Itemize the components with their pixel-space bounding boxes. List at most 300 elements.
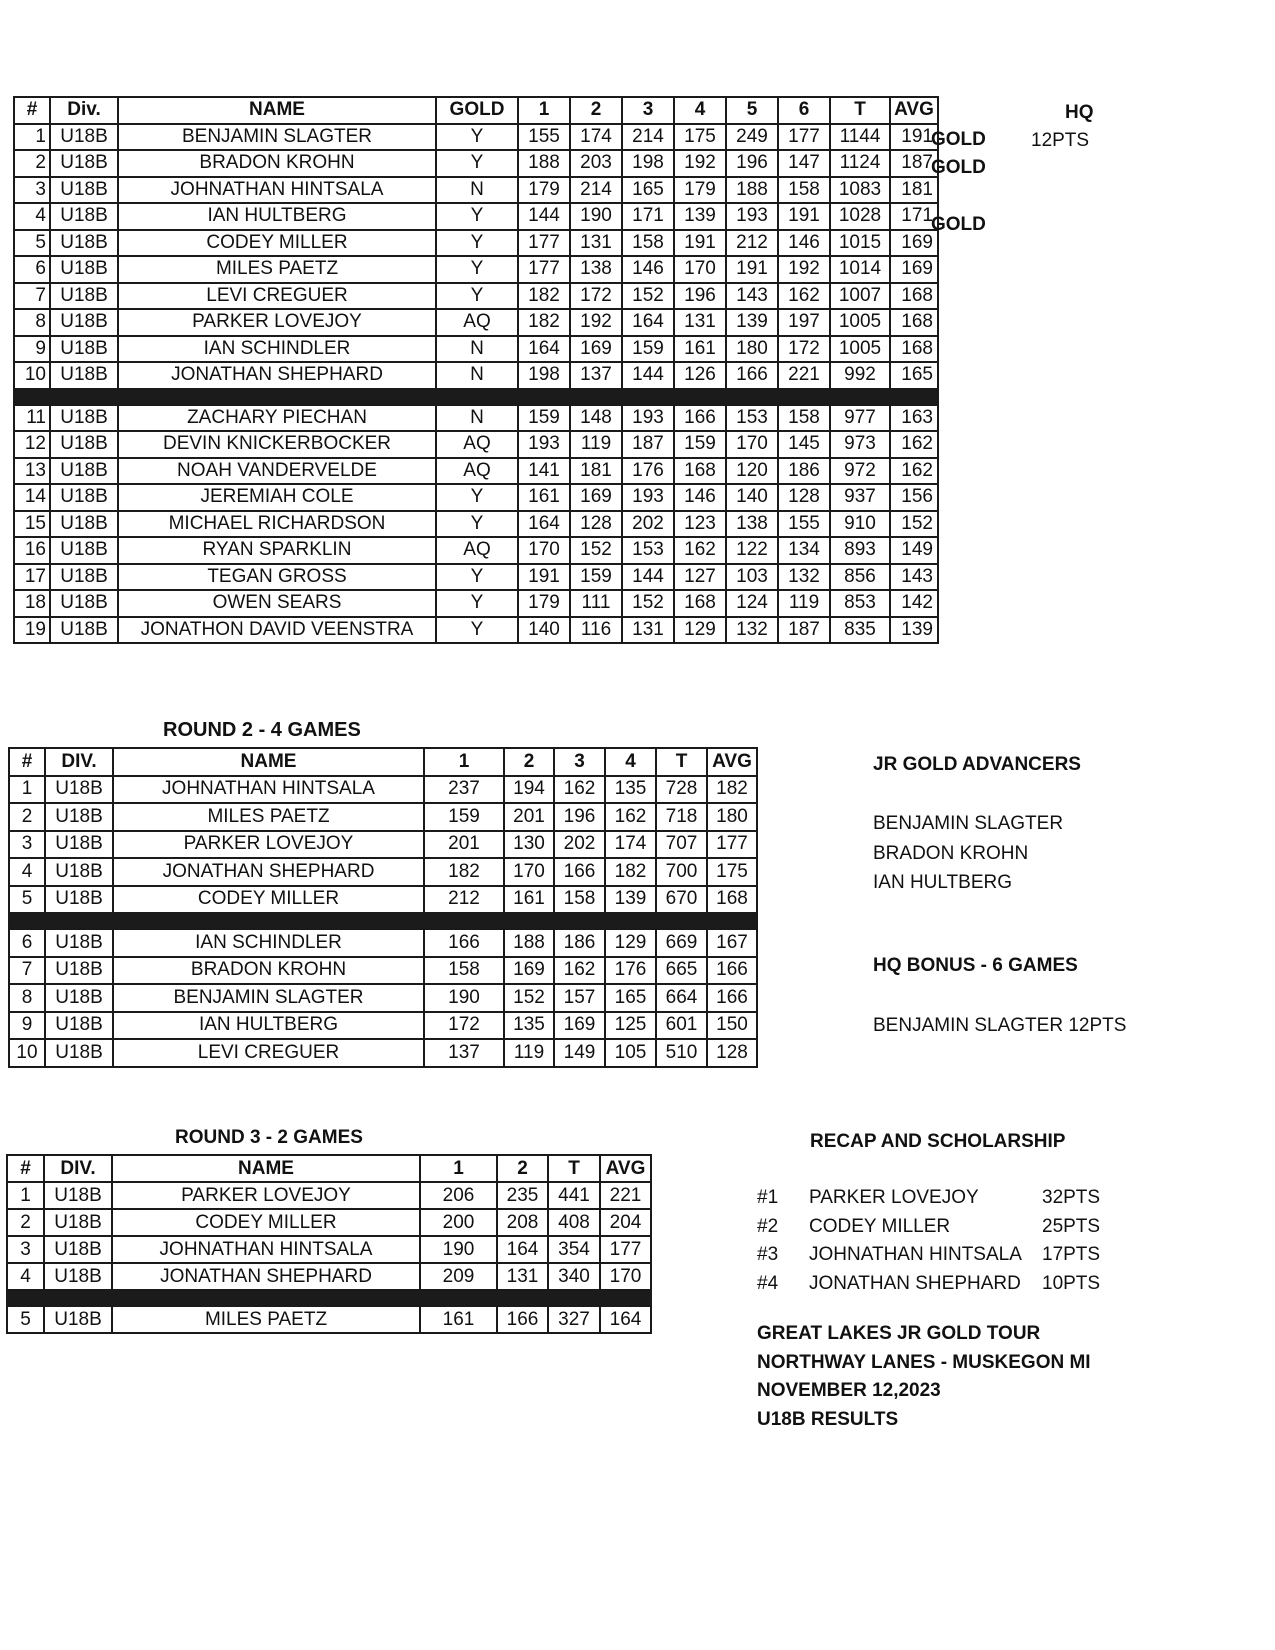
table-cell: 170 — [674, 256, 726, 283]
table-cell: 147 — [778, 150, 830, 177]
recap-rank: #4 — [757, 1272, 779, 1294]
table-cell: 166 — [707, 957, 757, 985]
table-cell: 5 — [9, 886, 45, 914]
table-cell: 120 — [726, 458, 778, 485]
table-row — [9, 1039, 757, 1067]
table-row — [14, 484, 938, 511]
bowler-name-cell: JONATHAN SHEPHARD — [113, 858, 424, 886]
table-cell: 146 — [622, 256, 674, 283]
table-cell: 143 — [890, 564, 938, 591]
table-cell: Y — [436, 617, 518, 644]
table-cell: 1083 — [830, 177, 890, 204]
bowler-name-cell: JONATHAN SHEPHARD — [118, 362, 436, 389]
table-cell: 718 — [656, 803, 707, 831]
table-cell: 197 — [778, 309, 830, 336]
bowler-name-cell: BENJAMIN SLAGTER — [118, 124, 436, 151]
table-cell: 144 — [518, 203, 570, 230]
table-cell: 103 — [726, 564, 778, 591]
table-cell: N — [436, 405, 518, 432]
table-cell: 176 — [605, 957, 656, 985]
table-cell: 169 — [504, 957, 554, 985]
table-cell: 835 — [830, 617, 890, 644]
table-cell: 1005 — [830, 309, 890, 336]
bowler-name-cell: CODEY MILLER — [113, 886, 424, 914]
table-cell: 191 — [778, 203, 830, 230]
table-cell: 127 — [674, 564, 726, 591]
recap-points: 17PTS — [1042, 1244, 1101, 1265]
bowler-name-cell: BRADON KROHN — [118, 150, 436, 177]
table-cell: 182 — [518, 309, 570, 336]
table-cell: 159 — [622, 336, 674, 363]
bowler-name-cell: JONATHON DAVID VEENSTRA — [118, 617, 436, 644]
table-cell: 138 — [726, 511, 778, 538]
table-cell: 141 — [518, 458, 570, 485]
column-header: 2 — [497, 1155, 548, 1182]
table-cell: 164 — [518, 336, 570, 363]
table-cell: Y — [436, 256, 518, 283]
table-row — [14, 177, 938, 204]
table-cell: U18B — [50, 537, 118, 564]
table-cell: 1144 — [830, 124, 890, 151]
table-cell: 162 — [554, 776, 605, 804]
table-cell: 196 — [554, 803, 605, 831]
table-row — [9, 858, 757, 886]
table-cell: U18B — [50, 124, 118, 151]
table-row — [14, 590, 938, 617]
table-cell: 192 — [570, 309, 622, 336]
recap-rank: #2 — [757, 1215, 779, 1237]
table-cell: 175 — [707, 858, 757, 886]
recap-points: 32PTS — [1042, 1187, 1101, 1208]
table-cell: 601 — [656, 1012, 707, 1040]
table-row — [7, 1306, 651, 1333]
column-header: # — [14, 97, 50, 124]
table-cell: 7 — [14, 283, 50, 310]
bowler-name-cell: IAN HULTBERG — [118, 203, 436, 230]
footer-line: NOVEMBER 12,2023 — [757, 1380, 941, 1401]
table-cell: 4 — [7, 1263, 44, 1290]
table-cell: 209 — [420, 1263, 497, 1290]
table-cell: U18B — [44, 1236, 112, 1263]
table-cell: 182 — [605, 858, 656, 886]
column-header: 3 — [622, 97, 674, 124]
table-cell: 177 — [518, 256, 570, 283]
table-cell: 190 — [570, 203, 622, 230]
table-cell: U18B — [45, 776, 113, 804]
table-cell: 168 — [890, 336, 938, 363]
table-cell: 6 — [9, 929, 45, 957]
table-cell: 172 — [778, 336, 830, 363]
table-cell: 162 — [778, 283, 830, 310]
table-row — [7, 1209, 651, 1236]
table-cell: 192 — [778, 256, 830, 283]
table-cell: 169 — [570, 484, 622, 511]
table-cell: 16 — [14, 537, 50, 564]
table-row — [14, 336, 938, 363]
table-cell: 212 — [424, 886, 504, 914]
table-row — [14, 431, 938, 458]
table-cell: Y — [436, 564, 518, 591]
table-cell: 177 — [707, 831, 757, 859]
header-row — [14, 97, 938, 124]
table-cell: 162 — [605, 803, 656, 831]
table-cell: 166 — [554, 858, 605, 886]
table-row — [14, 124, 938, 151]
table-row — [14, 256, 938, 283]
table-cell: U18B — [50, 405, 118, 432]
table-cell: N — [436, 336, 518, 363]
column-header: T — [830, 97, 890, 124]
table-cell: 707 — [656, 831, 707, 859]
table-cell: 164 — [622, 309, 674, 336]
hq-value: 12PTS — [1031, 130, 1090, 151]
table-row — [14, 537, 938, 564]
jr-gold-name: BENJAMIN SLAGTER — [873, 813, 1064, 834]
table-cell: 670 — [656, 886, 707, 914]
table-cell: 152 — [622, 590, 674, 617]
table-cell: 214 — [622, 124, 674, 151]
table-cell: 157 — [554, 984, 605, 1012]
table-cell: 172 — [570, 283, 622, 310]
gold-tag: GOLD — [931, 129, 986, 150]
table-cell: 158 — [554, 886, 605, 914]
column-header: 3 — [554, 748, 605, 776]
table-cell: U18B — [50, 564, 118, 591]
table-cell: 168 — [674, 458, 726, 485]
recap-row — [757, 1244, 1117, 1273]
recap-row — [757, 1273, 1117, 1302]
table-cell: 182 — [707, 776, 757, 804]
table-cell: 169 — [890, 256, 938, 283]
recap-row — [757, 1216, 1117, 1245]
table-row — [9, 776, 757, 804]
table-cell: 203 — [570, 150, 622, 177]
table-cell: 441 — [548, 1182, 600, 1209]
round3-table — [6, 1154, 652, 1334]
table-cell: 10 — [9, 1039, 45, 1067]
table-row — [7, 1263, 651, 1290]
table-cell: 191 — [890, 124, 938, 151]
table-cell: 165 — [605, 984, 656, 1012]
table-cell: Y — [436, 484, 518, 511]
table-cell: 145 — [778, 431, 830, 458]
table-cell: 188 — [518, 150, 570, 177]
bowler-name-cell: JOHNATHAN HINTSALA — [112, 1236, 420, 1263]
column-header: GOLD — [436, 97, 518, 124]
table-cell: AQ — [436, 309, 518, 336]
table-cell: Y — [436, 230, 518, 257]
footer-line: GREAT LAKES JR GOLD TOUR — [757, 1323, 1041, 1344]
table-cell: 181 — [570, 458, 622, 485]
table-cell: 204 — [600, 1209, 651, 1236]
table-cell: 194 — [504, 776, 554, 804]
table-cell: 190 — [424, 984, 504, 1012]
bowler-name-cell: DEVIN KNICKERBOCKER — [118, 431, 436, 458]
cutline-bar — [14, 389, 938, 405]
table-cell: 148 — [570, 405, 622, 432]
table-cell: 119 — [778, 590, 830, 617]
table-cell: 174 — [605, 831, 656, 859]
bowler-name-cell: CODEY MILLER — [112, 1209, 420, 1236]
column-header: AVG — [890, 97, 938, 124]
table-cell: 6 — [14, 256, 50, 283]
bowler-name-cell: BRADON KROHN — [113, 957, 424, 985]
bowler-name-cell: PARKER LOVEJOY — [113, 831, 424, 859]
table-cell: 171 — [890, 203, 938, 230]
table-cell: 165 — [622, 177, 674, 204]
table-cell: 893 — [830, 537, 890, 564]
table-cell: 249 — [726, 124, 778, 151]
table-cell: 193 — [726, 203, 778, 230]
table-cell: 139 — [605, 886, 656, 914]
table-cell: 700 — [656, 858, 707, 886]
table-row — [14, 309, 938, 336]
table-cell: U18B — [50, 336, 118, 363]
table-cell: 177 — [600, 1236, 651, 1263]
column-header: AVG — [707, 748, 757, 776]
table-cell: U18B — [45, 831, 113, 859]
table-cell: 3 — [9, 831, 45, 859]
cutline-separator — [14, 389, 938, 405]
table-cell: 119 — [570, 431, 622, 458]
table-cell: 158 — [778, 177, 830, 204]
table-cell: 10 — [14, 362, 50, 389]
table-cell: U18B — [50, 431, 118, 458]
column-header: NAME — [118, 97, 436, 124]
table-cell: 146 — [674, 484, 726, 511]
table-cell: 170 — [600, 1263, 651, 1290]
table-cell: 162 — [674, 537, 726, 564]
table-cell: 221 — [778, 362, 830, 389]
table-cell: Y — [436, 283, 518, 310]
table-cell: 129 — [605, 929, 656, 957]
bowler-name-cell: MILES PAETZ — [113, 803, 424, 831]
table-cell: 159 — [570, 564, 622, 591]
table-cell: 214 — [570, 177, 622, 204]
column-header: 5 — [726, 97, 778, 124]
table-cell: U18B — [50, 309, 118, 336]
table-cell: 186 — [554, 929, 605, 957]
bowler-name-cell: PARKER LOVEJOY — [118, 309, 436, 336]
gold-tag: GOLD — [931, 157, 986, 178]
column-header: T — [548, 1155, 600, 1182]
table-cell: 18 — [14, 590, 50, 617]
table-cell: 206 — [420, 1182, 497, 1209]
table-cell: U18B — [50, 256, 118, 283]
table-cell: 198 — [518, 362, 570, 389]
table-cell: 1 — [14, 124, 50, 151]
table-cell: 139 — [890, 617, 938, 644]
table-cell: 9 — [14, 336, 50, 363]
round1-header — [14, 97, 938, 124]
table-row — [9, 803, 757, 831]
bowler-name-cell: JOHNATHAN HINTSALA — [118, 177, 436, 204]
table-cell: 167 — [707, 929, 757, 957]
table-cell: 156 — [890, 484, 938, 511]
table-cell: U18B — [50, 617, 118, 644]
column-header: AVG — [600, 1155, 651, 1182]
table-cell: 164 — [518, 511, 570, 538]
table-cell: 170 — [518, 537, 570, 564]
table-cell: 8 — [14, 309, 50, 336]
table-cell: 140 — [518, 617, 570, 644]
table-cell: U18B — [45, 803, 113, 831]
bowler-name-cell: MICHAEL RICHARDSON — [118, 511, 436, 538]
table-cell: 166 — [674, 405, 726, 432]
table-row — [7, 1236, 651, 1263]
table-cell: 128 — [778, 484, 830, 511]
table-cell: 1015 — [830, 230, 890, 257]
bowler-name-cell: BENJAMIN SLAGTER — [113, 984, 424, 1012]
table-cell: 181 — [890, 177, 938, 204]
gold-tag: GOLD — [931, 214, 986, 235]
table-cell: U18B — [50, 230, 118, 257]
table-cell: U18B — [45, 957, 113, 985]
bowler-name-cell: NOAH VANDERVELDE — [118, 458, 436, 485]
table-cell: 179 — [518, 590, 570, 617]
column-header: DIV. — [45, 748, 113, 776]
table-cell: 5 — [7, 1306, 44, 1333]
table-cell: 139 — [726, 309, 778, 336]
header-row — [9, 748, 757, 776]
table-cell: U18B — [45, 886, 113, 914]
table-cell: 168 — [890, 283, 938, 310]
table-cell: 137 — [424, 1039, 504, 1067]
table-cell: 143 — [726, 283, 778, 310]
table-cell: 1005 — [830, 336, 890, 363]
table-cell: 129 — [674, 617, 726, 644]
table-cell: 146 — [778, 230, 830, 257]
table-cell: 170 — [504, 858, 554, 886]
table-cell: 177 — [518, 230, 570, 257]
table-cell: 13 — [14, 458, 50, 485]
table-cell: 201 — [504, 803, 554, 831]
table-cell: 161 — [420, 1306, 497, 1333]
recap-name: CODEY MILLER — [809, 1215, 951, 1237]
table-row — [9, 1012, 757, 1040]
table-cell: 1 — [7, 1182, 44, 1209]
table-cell: 12 — [14, 431, 50, 458]
cutline-separator — [7, 1290, 651, 1306]
table-cell: 208 — [497, 1209, 548, 1236]
table-cell: 3 — [14, 177, 50, 204]
round2-title: ROUND 2 - 4 GAMES — [163, 719, 361, 741]
table-cell: Y — [436, 511, 518, 538]
table-cell: 144 — [622, 362, 674, 389]
table-row — [9, 886, 757, 914]
recap-rank: #3 — [757, 1244, 779, 1265]
table-cell: 131 — [497, 1263, 548, 1290]
table-cell: 937 — [830, 484, 890, 511]
table-cell: U18B — [50, 458, 118, 485]
column-header: T — [656, 748, 707, 776]
table-cell: 1124 — [830, 150, 890, 177]
table-cell: 158 — [622, 230, 674, 257]
table-cell: 1 — [9, 776, 45, 804]
table-cell: 187 — [778, 617, 830, 644]
table-cell: 169 — [554, 1012, 605, 1040]
jr-gold-name: BRADON KROHN — [873, 843, 1029, 864]
table-cell: 193 — [622, 484, 674, 511]
table-cell: 144 — [622, 564, 674, 591]
table-row — [14, 458, 938, 485]
table-cell: 168 — [890, 309, 938, 336]
table-cell: 176 — [622, 458, 674, 485]
table-cell: 132 — [778, 564, 830, 591]
table-cell: 168 — [674, 590, 726, 617]
column-header: NAME — [113, 748, 424, 776]
table-cell: 152 — [622, 283, 674, 310]
column-header: # — [7, 1155, 44, 1182]
table-cell: 14 — [14, 484, 50, 511]
cutline-bar — [7, 1290, 651, 1306]
table-cell: 138 — [570, 256, 622, 283]
table-cell: 105 — [605, 1039, 656, 1067]
table-cell: 122 — [726, 537, 778, 564]
table-cell: U18B — [50, 283, 118, 310]
table-cell: 128 — [570, 511, 622, 538]
table-cell: 17 — [14, 564, 50, 591]
table-cell: Y — [436, 124, 518, 151]
table-cell: 116 — [570, 617, 622, 644]
column-header: 4 — [674, 97, 726, 124]
bowler-name-cell: CODEY MILLER — [118, 230, 436, 257]
table-cell: AQ — [436, 537, 518, 564]
table-cell: 212 — [726, 230, 778, 257]
table-cell: 191 — [518, 564, 570, 591]
bowler-name-cell: PARKER LOVEJOY — [112, 1182, 420, 1209]
table-cell: 152 — [504, 984, 554, 1012]
table-cell: 119 — [504, 1039, 554, 1067]
table-cell: 910 — [830, 511, 890, 538]
table-cell: 165 — [890, 362, 938, 389]
table-cell: 182 — [424, 858, 504, 886]
table-cell: 327 — [548, 1306, 600, 1333]
table-cell: U18B — [50, 484, 118, 511]
table-cell: 169 — [570, 336, 622, 363]
table-cell: 131 — [570, 230, 622, 257]
table-cell: 235 — [497, 1182, 548, 1209]
table-cell: 9 — [9, 1012, 45, 1040]
table-row — [14, 405, 938, 432]
table-cell: 198 — [622, 150, 674, 177]
table-row — [9, 984, 757, 1012]
table-cell: 132 — [726, 617, 778, 644]
table-cell: 140 — [726, 484, 778, 511]
table-cell: U18B — [44, 1182, 112, 1209]
table-cell: 1028 — [830, 203, 890, 230]
recap-name: JOHNATHAN HINTSALA — [809, 1244, 1022, 1265]
bowler-name-cell: IAN HULTBERG — [113, 1012, 424, 1040]
table-row — [14, 564, 938, 591]
table-cell: AQ — [436, 458, 518, 485]
table-cell: 177 — [778, 124, 830, 151]
table-cell: 408 — [548, 1209, 600, 1236]
bowler-name-cell: RYAN SPARKLIN — [118, 537, 436, 564]
recap-points: 25PTS — [1042, 1215, 1101, 1237]
table-cell: 168 — [707, 886, 757, 914]
table-cell: 149 — [554, 1039, 605, 1067]
table-cell: 159 — [518, 405, 570, 432]
table-cell: 15 — [14, 511, 50, 538]
table-row — [9, 831, 757, 859]
table-cell: 192 — [674, 150, 726, 177]
table-cell: 510 — [656, 1039, 707, 1067]
column-header: 2 — [504, 748, 554, 776]
bowler-name-cell: IAN SCHINDLER — [118, 336, 436, 363]
table-cell: 182 — [518, 283, 570, 310]
table-row — [14, 511, 938, 538]
